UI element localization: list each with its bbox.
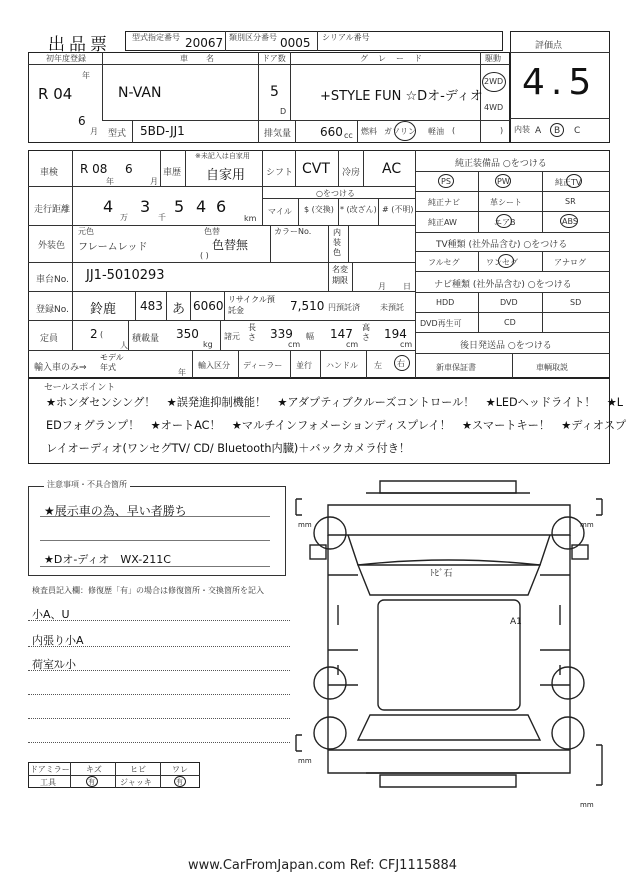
equip-ps: PS <box>441 177 451 186</box>
equip-tv: 純正TV <box>555 178 582 187</box>
handle-label: ハンドル <box>326 361 358 370</box>
model-year-label: モデル年式 <box>100 353 124 372</box>
reg-area: 鈴鹿 <box>90 302 117 317</box>
inspection-year-unit: 年 <box>106 177 114 186</box>
mileage-digit-2: 3 <box>140 197 151 216</box>
legend-h2: キズ <box>86 765 102 774</box>
page-title: 出品票 <box>48 35 111 55</box>
displacement-unit: cc <box>344 131 353 140</box>
legend-h1: ドアミラー <box>30 765 70 774</box>
navi-dvd-play: DVD再生可 <box>420 319 462 328</box>
usage-note: ※未記入は自家用 <box>195 152 250 160</box>
color-paren: ( ) <box>200 251 209 260</box>
import-class-label: 輸入区分 <box>198 361 230 370</box>
mileage-man: 万 <box>120 213 128 222</box>
legend-r1: 工具 <box>40 778 56 787</box>
shift-label: シフト <box>266 168 294 178</box>
legend-r4: 有 <box>176 778 183 786</box>
right-label: 右 <box>397 359 405 368</box>
car-diagram <box>288 475 610 820</box>
interior-color-label: 内装色 <box>333 228 341 257</box>
fuel-value: ガソリン <box>384 127 416 136</box>
usage-label: 車歴 <box>163 168 182 178</box>
sales-points-label: セールスポイント <box>44 383 116 393</box>
nc-day: 日 <box>403 282 411 291</box>
mark-chip: ﾄﾋﾞ石 <box>430 569 453 579</box>
navi-cd: CD <box>504 318 516 327</box>
inspection-month: 6 <box>125 162 133 176</box>
legend-r3: ジャッキ <box>120 778 152 787</box>
notes-label: 注意事項・不具合箇所 <box>47 480 127 489</box>
docs-warranty: 新車保証書 <box>436 363 476 372</box>
model-cert-value: 20067 <box>185 36 224 50</box>
load-label: 積載量 <box>132 334 160 344</box>
legend-h4: ワレ <box>172 765 188 774</box>
car-name-value: N-VAN <box>118 85 162 101</box>
serial-label: シリアル番号 <box>322 33 370 42</box>
inspector-item-2: 内張り小A <box>32 634 84 647</box>
interior-b: B <box>554 126 561 136</box>
height-value: 194 <box>384 327 407 341</box>
first-reg-era: R 04 <box>38 85 73 103</box>
legend-r2: 有 <box>88 778 95 786</box>
interior-label: 内装 <box>514 125 530 134</box>
mark-a1: A1 <box>510 617 522 627</box>
equip-abs: ABS <box>562 217 578 226</box>
first-reg-label: 初年度登録 <box>46 54 86 63</box>
month-unit: 月 <box>90 127 98 136</box>
chassis-value: JJ1-5010293 <box>86 268 165 283</box>
import-label: 輸入車のみ⇒ <box>34 363 87 373</box>
size-label: 諸元 <box>224 332 240 341</box>
mileage-digit-4: 4 <box>196 197 207 216</box>
equip-sr: SR <box>565 197 576 206</box>
car-name-label: 車名 <box>180 54 232 63</box>
height-unit: cm <box>400 340 413 349</box>
navi-sd: SD <box>570 298 582 307</box>
load-value: 350 <box>176 327 199 341</box>
name-change-label: 名変期限 <box>332 265 348 285</box>
mm-fr: mm <box>580 521 594 529</box>
interior-c: C <box>574 126 581 136</box>
shift-value: CVT <box>302 161 330 177</box>
mileage-digit-5: 6 <box>216 197 227 216</box>
recycle-status: 円預託済 <box>328 303 360 312</box>
first-reg-month: 6 <box>78 114 86 128</box>
drive-2wd: 2WD <box>484 77 504 86</box>
grade-label: グレード <box>360 54 432 63</box>
length-label: 長さ <box>248 323 256 342</box>
displacement-label: 排気量 <box>264 129 292 139</box>
mileage-sen: 千 <box>158 213 166 222</box>
inspector-item-3: 荷室ｽﾚ小 <box>32 658 76 671</box>
reg-label: 登録No. <box>36 305 69 315</box>
recycle-unpaid: 未預託 <box>380 303 404 312</box>
sales-line-3: レイオーディオ(ワンセグTV/ CD/ Bluetooth内臓)＋バックカメラ付き！ <box>46 442 411 455</box>
navi-label: ナビ種類 (社外品含む) ○をつける <box>434 280 572 290</box>
unknown-label: # (不明) <box>382 205 414 214</box>
width-value: 147 <box>330 327 353 341</box>
sales-line-2: EDフォグランプ！ ★オートAC！ ★マルチインフォメーションディスプレイ！ ★スマートキー！ ★ディオスプ <box>46 419 627 432</box>
capacity-label: 定員 <box>40 334 59 344</box>
equip-pw: PW <box>497 177 510 186</box>
watermark: www.CarFromJapan.com Ref: CFJ1115884 <box>188 858 458 873</box>
oem-label: 純正装備品 ○をつける <box>455 159 547 169</box>
docs-label: 後日発送品 ○をつける <box>460 341 552 351</box>
chassis-label: 車台No. <box>36 275 69 285</box>
drive-label: 駆動 <box>485 54 501 63</box>
left-label: 左 <box>374 361 382 370</box>
recycle-label: リサイクル預託金 <box>228 295 275 315</box>
import-year-label: 年 <box>178 368 186 377</box>
mm-rr: mm <box>580 801 594 809</box>
mile-label: マイル <box>268 207 292 216</box>
mileage-label: 走行距離 <box>34 205 71 215</box>
interior-a: A <box>535 126 542 136</box>
reg-num: 6060 <box>193 299 224 313</box>
notes-line-1: ★展示車の為、早い者勝ち <box>44 504 187 518</box>
mm-rl: mm <box>298 757 312 765</box>
tv-analog: アナログ <box>554 258 586 267</box>
navi-hdd: HDD <box>436 298 455 307</box>
color-label: 外装色 <box>38 241 66 251</box>
equip-airbag: エアB <box>494 218 516 227</box>
length-value: 339 <box>270 327 293 341</box>
color-change-value: 色替無 <box>212 238 249 252</box>
legend-h3: ヒビ <box>130 765 146 774</box>
usage-value: 自家用 <box>206 168 246 183</box>
color-no-label: カラーNo. <box>274 227 312 236</box>
parallel-label: 並行 <box>296 361 312 370</box>
grade-value: +STYLE FUN ☆Dオ-ディオ <box>320 89 483 104</box>
type-label: 型式 <box>108 129 127 139</box>
navi-dvd: DVD <box>500 298 518 307</box>
doors-label: ドア数 <box>262 54 286 63</box>
reg-kana: あ <box>172 302 186 317</box>
door-type: D <box>280 107 287 116</box>
capacity-value: 2 <box>90 327 98 341</box>
displacement-value: 660 <box>320 125 343 139</box>
tv-fullseg: フルセグ <box>428 258 460 267</box>
inspection-label: 車検 <box>40 168 59 178</box>
width-label: 幅 <box>306 332 314 341</box>
inspector-label: 検査員記入欄：修復歴「有」の場合は修復箇所・交換箇所を記入 <box>32 586 264 595</box>
drive-4wd: 4WD <box>484 103 504 112</box>
inspection-value: R 08 <box>80 162 108 176</box>
reg-class: 483 <box>140 299 163 313</box>
ac-value: AC <box>382 161 402 177</box>
load-unit: kg <box>203 340 213 349</box>
tamper-label: * (改ざん) <box>340 205 377 214</box>
equip-aw: 純正AW <box>428 218 457 227</box>
doors-value: 5 <box>270 84 279 100</box>
docs-manual: 車輌取説 <box>536 363 568 372</box>
class-label: 類別区分番号 <box>229 33 277 42</box>
type-value: 5BD-JJ1 <box>140 124 185 138</box>
nc-month: 月 <box>378 282 386 291</box>
width-unit: cm <box>346 340 359 349</box>
equip-leather: 革シート <box>490 198 522 207</box>
tv-oneseg: ワンセグ <box>486 258 518 267</box>
light-oil-label: 軽油 <box>428 127 444 136</box>
mileage-digit-1: 4 <box>103 197 114 216</box>
ac-label: 冷房 <box>342 168 361 178</box>
class-value: 0005 <box>280 36 311 50</box>
height-label: 高さ <box>362 323 370 342</box>
mileage-unit: km <box>244 214 257 223</box>
tv-label: TV種類 (社外品含む) ○をつける <box>436 240 568 250</box>
fuel-label: 燃料 <box>361 127 377 136</box>
header-info-row <box>125 31 503 51</box>
year-unit: 年 <box>82 71 90 80</box>
capacity-unit: 人 <box>120 341 128 350</box>
recycle-value: 7,510 <box>290 299 325 313</box>
sales-line-1: ★ホンダセンシング！ ★誤発進抑制機能！ ★アダプティブクルーズコントロール！ ★LEDヘッドライト！ ★L <box>46 396 624 409</box>
inspection-month-unit: 月 <box>150 177 158 186</box>
orig-color-value: フレームレッド <box>78 242 148 253</box>
orig-color-label: 元色 <box>78 227 94 236</box>
score-value: 4.5 <box>522 62 598 103</box>
mileage-note: ○をつける <box>316 189 355 198</box>
notes-line-2: ★Dオ-ディオ WX-211C <box>44 553 171 566</box>
mm-fl: mm <box>298 521 312 529</box>
equip-navi: 純正ナビ <box>428 198 460 207</box>
score-label: 評価点 <box>535 41 563 51</box>
model-cert-label: 型式指定番号 <box>132 33 180 42</box>
inspector-item-1: 小A、U <box>32 608 70 621</box>
exchange-label: $ (交換) <box>304 205 334 214</box>
color-change-label: 色替 <box>204 227 220 236</box>
dealer-label: ディーラー <box>243 361 283 370</box>
mileage-digit-3: 5 <box>174 197 185 216</box>
length-unit: cm <box>288 340 301 349</box>
